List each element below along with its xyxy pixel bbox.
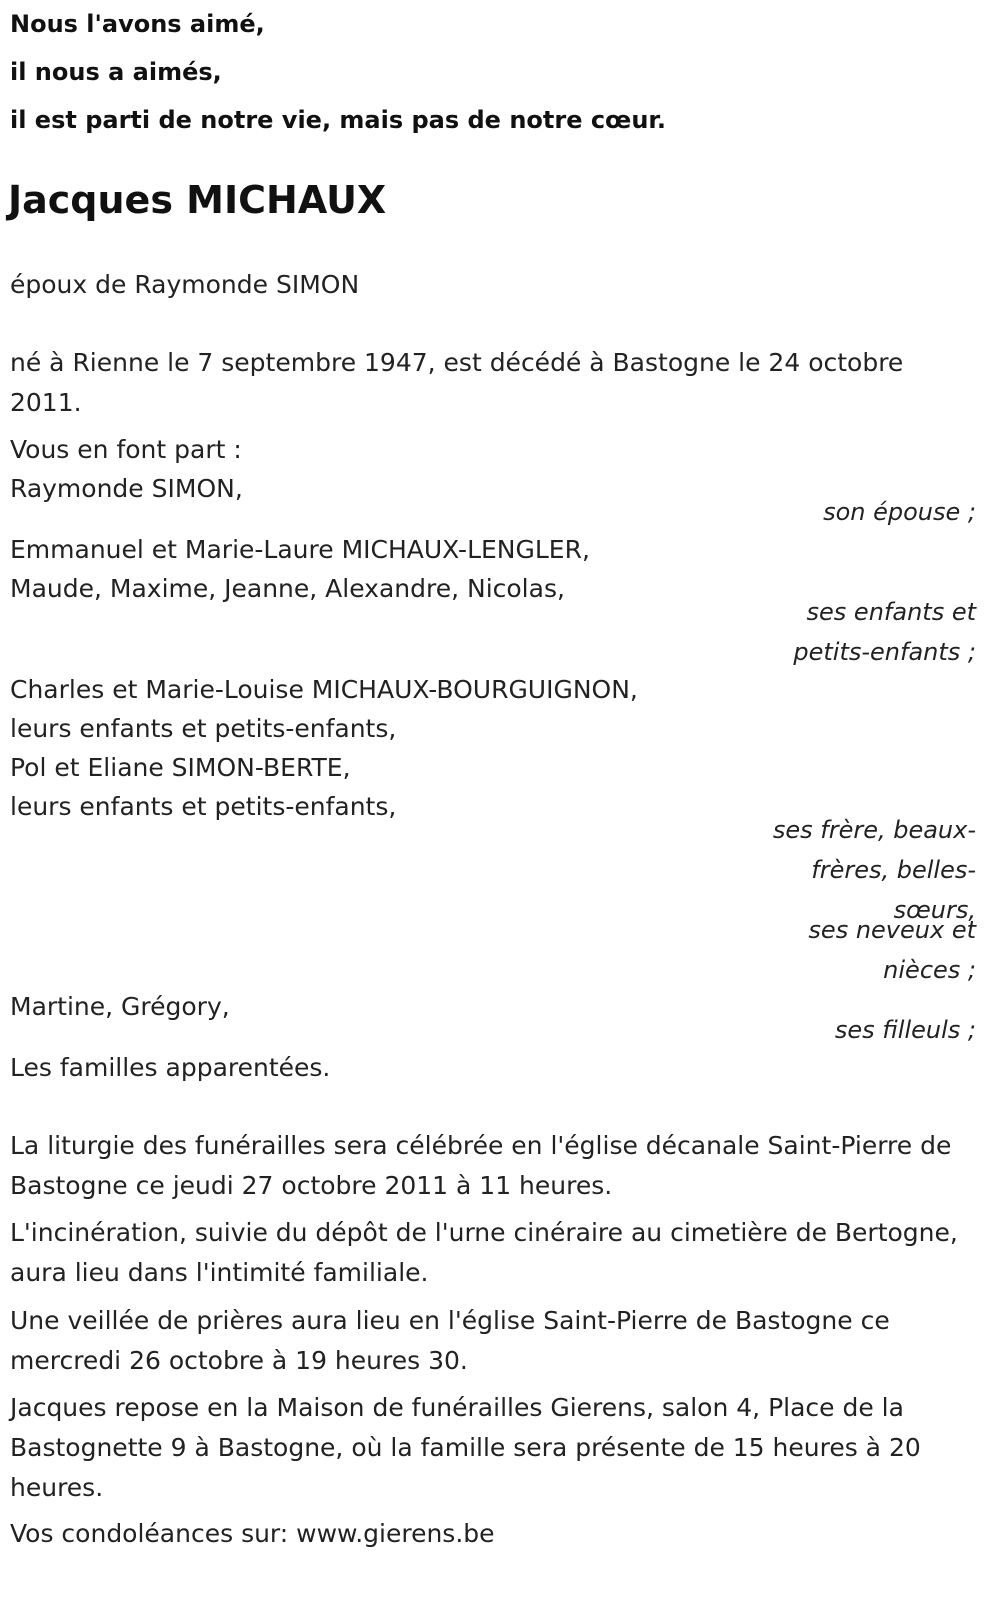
family-siblings-line-3: Pol et Eliane SIMON-BERTE,: [10, 753, 351, 782]
birth-death-text: né à Rienne le 7 septembre 1947, est décédé à Bastogne le 24 octobre 2011.: [10, 348, 904, 417]
family-siblings-role: ses frère, beaux-frères, belles-sœurs,: [772, 816, 976, 924]
family-siblings-line-2: leurs enfants et petits-enfants,: [10, 714, 397, 743]
funeral-liturgy: La liturgie des funérailles sera célébrée en l'église décanale Saint-Pierre de Bastogne ce jeudi 27 octobre 2011 à 11 heures.: [10, 1131, 952, 1200]
family-children-line-1: Emmanuel et Marie-Laure MICHAUX-LENGLER,: [10, 535, 590, 564]
verse-line-3: il est parti de notre vie, mais pas de notre cœur.: [10, 106, 666, 134]
family-children-line-2: Maude, Maxime, Jeanne, Alexandre, Nicolas,: [10, 574, 565, 603]
family-children-role: ses enfants et petits-enfants ;: [793, 598, 976, 666]
family-siblings-line-4: leurs enfants et petits-enfants,: [10, 792, 397, 821]
spouse-line: époux de Raymonde SIMON: [10, 270, 360, 299]
deceased-name: Jacques MICHAUX: [8, 178, 387, 222]
funeral-cremation: L'incinération, suivie du dépôt de l'urne cinéraire au cimetière de Bertogne, aura lieu dans l'intimité familiale.: [10, 1218, 958, 1287]
verse-line-1: Nous l'avons aimé,: [10, 10, 265, 38]
family-related: Les familles apparentées.: [10, 1053, 331, 1082]
verse-line-2: il nous a aimés,: [10, 58, 222, 86]
family-godchildren: Martine, Grégory,: [10, 992, 230, 1021]
family-spouse-name: Raymonde SIMON,: [10, 474, 243, 503]
family-siblings-line-1: Charles et Marie-Louise MICHAUX-BOURGUIGNON,: [10, 675, 638, 704]
condolences-label: Vos condoléances sur:: [10, 1519, 297, 1548]
condolences-link[interactable]: www.gierens.be: [296, 1519, 495, 1548]
family-nephews-role: ses neveux et nièces ;: [808, 916, 976, 984]
condolences-line: [10, 1514, 495, 1554]
funeral-vigil: Une veillée de prières aura lieu en l'église Saint-Pierre de Bastogne ce mercredi 26 octobre à 19 heures 30.: [10, 1306, 890, 1375]
funeral-resting: Jacques repose en la Maison de funérailles Gierens, salon 4, Place de la Bastognette 9 à Bastogne, où la famille sera présente de 15 heures à 20 heures.: [10, 1393, 921, 1502]
announcement-intro: Vous en font part :: [10, 435, 242, 464]
family-godchildren-role: ses filleuls ;: [834, 1016, 976, 1044]
family-spouse-role: son épouse ;: [823, 498, 976, 526]
